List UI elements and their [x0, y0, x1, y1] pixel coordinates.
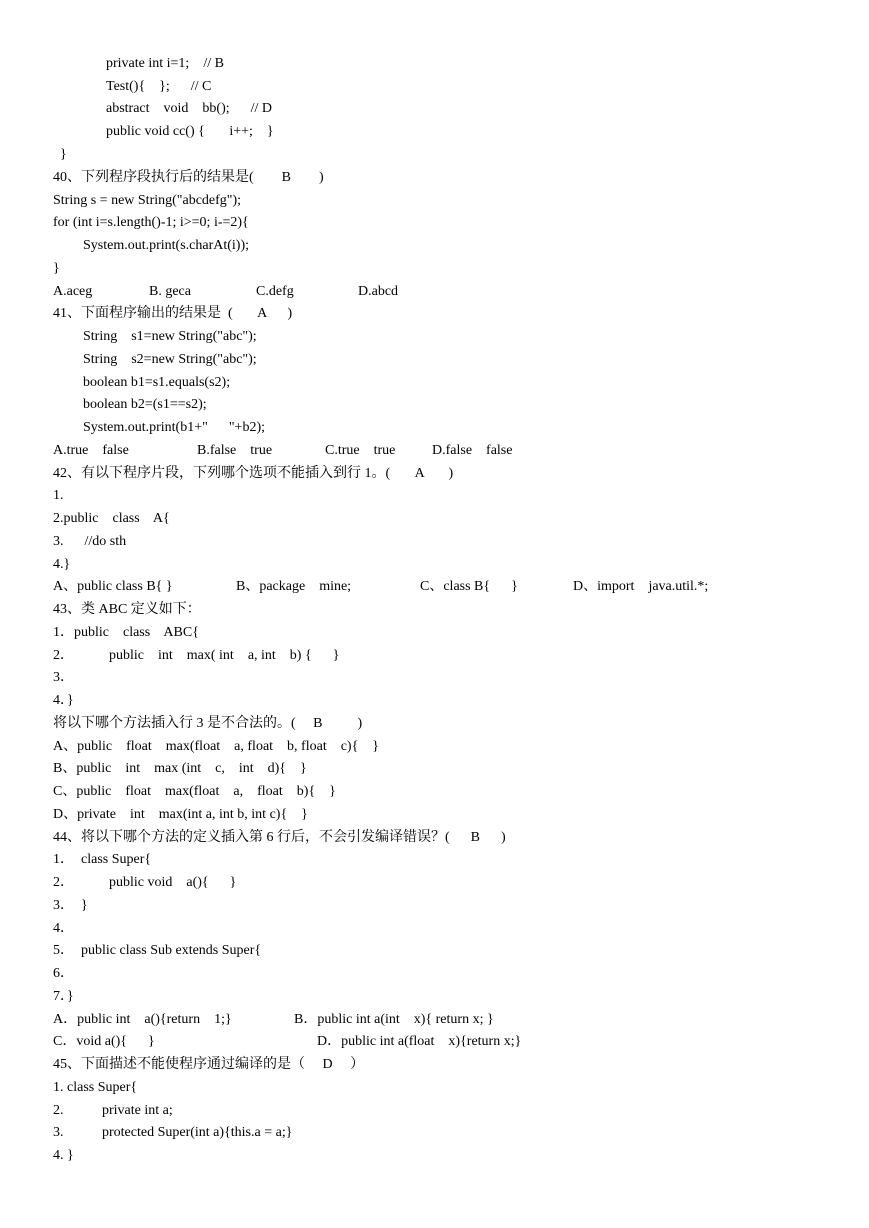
code-line: 2． public int max( int a, int b) { } [53, 648, 340, 663]
option-c: C.defg [256, 284, 294, 299]
option-d: D、private int max(int a, int b, int c){ } [53, 807, 308, 822]
code-line: 7．} [53, 989, 74, 1004]
code-line: System.out.print(b1+" "+b2); [83, 420, 265, 435]
question-44-title: 44、将以下哪个方法的定义插入第 6 行后，不会引发编译错误？( B ) [53, 830, 506, 845]
question-41-options [0, 442, 869, 460]
question-40-options [0, 283, 869, 301]
code-line: 1. [53, 488, 64, 503]
code-line: 6． [53, 966, 74, 981]
code-line: 2.public class A{ [53, 511, 170, 526]
question-41-title: 41、下面程序输出的结果是 ( A ) [53, 306, 293, 321]
option-b: B．public int a(int x){ return x; } [294, 1012, 494, 1027]
question-43-title: 43、类 ABC 定义如下： [53, 602, 201, 617]
option-a: A．public int a(){return 1;} [53, 1012, 232, 1027]
question-40-title: 40、下列程序段执行后的结果是( B ) [53, 170, 324, 185]
code-line: String s = new String("abcdefg"); [53, 193, 242, 208]
option-d: D．public int a(float x){return x;} [317, 1034, 522, 1049]
code-line: } [53, 261, 60, 276]
code-line: } [60, 147, 67, 162]
code-line: boolean b1=s1.equals(s2); [83, 375, 231, 390]
code-line: abstract void bb(); // D [106, 101, 273, 116]
code-line: 4． [53, 921, 74, 936]
option-a: A.true false [53, 443, 129, 458]
code-line: String s1=new String("abc"); [83, 329, 257, 344]
code-line: 3． } [53, 898, 88, 913]
code-line: public void cc() { i++; } [106, 124, 274, 139]
code-line: 3． [53, 670, 74, 685]
code-line: for (int i=s.length()-1; i>=0; i-=2){ [53, 215, 249, 230]
code-line: private int i=1; // B [106, 56, 224, 71]
question-42-options [0, 578, 869, 596]
code-line: 4．} [53, 693, 74, 708]
option-a: A、public float max(float a, float b, float c){ } [53, 739, 380, 754]
code-line: 5． public class Sub extends Super{ [53, 943, 262, 958]
question-44-options-ab [0, 1011, 869, 1029]
option-b: B. geca [149, 284, 191, 299]
code-line: 4. } [53, 1148, 74, 1163]
option-b: B、package mine; [236, 579, 352, 594]
option-d: D.abcd [358, 284, 399, 299]
option-b: B.false true [197, 443, 273, 458]
question-42-title: 42、有以下程序片段，下列哪个选项不能插入到行 1。( A ) [53, 466, 454, 481]
code-line: boolean b2=(s1==s2); [83, 397, 207, 412]
code-line: Test(){ }; // C [106, 79, 212, 94]
code-line: 1．public class ABC{ [53, 625, 199, 640]
question-43-prompt: 将以下哪个方法插入行 3 是不合法的。( B ) [53, 716, 363, 731]
option-a: A.aceg [53, 284, 93, 299]
code-line: String s2=new String("abc"); [83, 352, 257, 367]
code-line: 3. protected Super(int a){this.a = a;} [53, 1125, 293, 1140]
option-d: D、import java.util.*; [573, 579, 709, 594]
question-44-options-cd [0, 1033, 869, 1051]
code-line: 2． public void a(){ } [53, 875, 237, 890]
option-d: D.false false [432, 443, 513, 458]
code-line: System.out.print(s.charAt(i)); [83, 238, 250, 253]
option-c: C、class B{ } [420, 579, 518, 594]
option-c: C.true true [325, 443, 396, 458]
option-a: A、public class B{ } [53, 579, 173, 594]
code-line: 1． class Super{ [53, 852, 152, 867]
code-line: 2. private int a; [53, 1103, 173, 1118]
option-c: C、public float max(float a, float b){ } [53, 784, 336, 799]
option-b: B、public int max (int c, int d){ } [53, 761, 307, 776]
code-line: 3. //do sth [53, 534, 127, 549]
option-c: C．void a(){ } [53, 1034, 155, 1049]
code-line: 4.} [53, 557, 71, 572]
code-line: 1. class Super{ [53, 1080, 138, 1095]
question-45-title: 45、下面描述不能使程序通过编译的是（ D ） [53, 1057, 365, 1072]
